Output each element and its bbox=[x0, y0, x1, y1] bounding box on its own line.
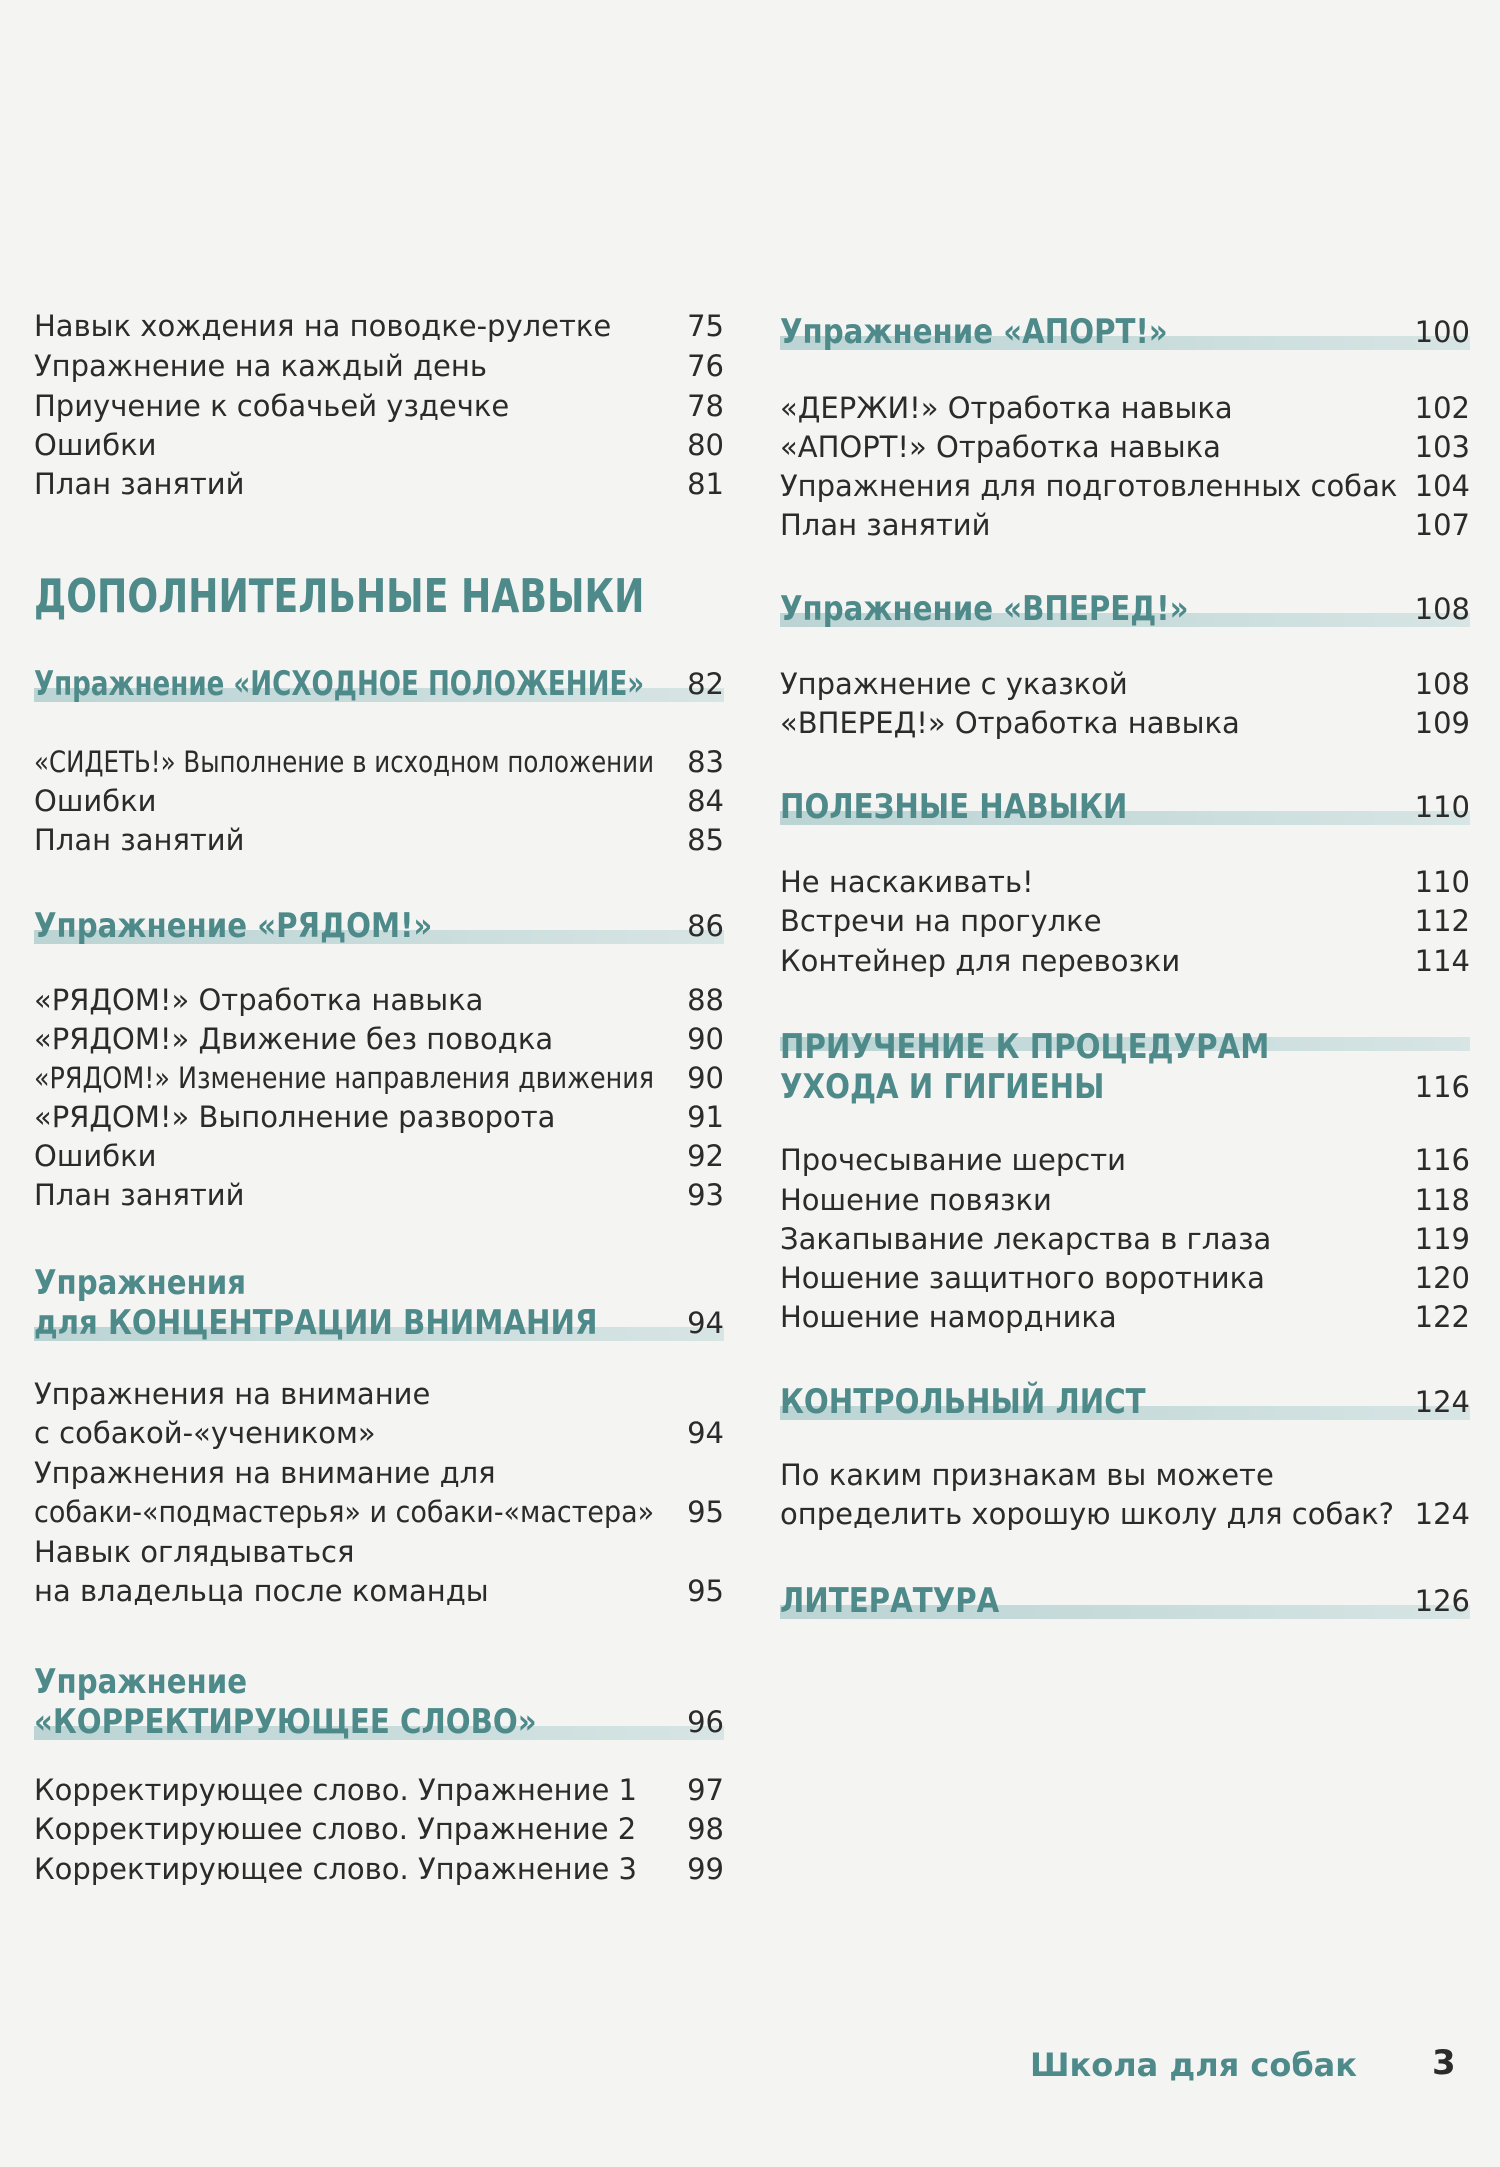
toc-entry[interactable] bbox=[780, 664, 1470, 704]
toc-entry[interactable] bbox=[780, 901, 1470, 941]
toc-entry-title: «РЯДОМ!» Выполнение разворота bbox=[34, 1100, 556, 1134]
toc-entry-page: 114 bbox=[1414, 944, 1470, 978]
toc-entry-title: Упражнения на внимание bbox=[34, 1377, 431, 1411]
section-title: Упражнение «АПОРТ!» bbox=[780, 312, 1168, 352]
toc-entry-page: 83 bbox=[687, 745, 724, 779]
toc-entry-title: «АПОРТ!» Отработка навыка bbox=[780, 430, 1221, 464]
toc-entry[interactable] bbox=[34, 980, 724, 1020]
section-page: 108 bbox=[1414, 592, 1470, 626]
toc-entry-title: Не наскакивать! bbox=[780, 865, 1034, 899]
toc-entry-title: «РЯДОМ!» Изменение направления движения bbox=[34, 1061, 654, 1095]
section-page: 116 bbox=[1414, 1070, 1470, 1104]
toc-entry-page: 95 bbox=[687, 1495, 724, 1529]
toc-entry-title: Упражнения для подготовленных собак bbox=[780, 469, 1398, 503]
toc-entry-title: «ДЕРЖИ!» Отработка навыка bbox=[780, 391, 1233, 425]
major-heading: ДОПОЛНИТЕЛЬНЫЕ НАВЫКИ bbox=[34, 569, 645, 623]
toc-entry[interactable] bbox=[34, 425, 724, 465]
toc-entry-title: Корректирующее слово. Упражнение 3 bbox=[34, 1852, 637, 1886]
toc-section[interactable] bbox=[34, 1263, 724, 1347]
toc-entry-page: 116 bbox=[1414, 1143, 1470, 1177]
toc-entry-title: собаки-«подмастерья» и собаки-«мастера» bbox=[34, 1495, 655, 1529]
toc-entry[interactable] bbox=[34, 346, 724, 386]
toc-entry-title: определить хорошую школу для собак? bbox=[780, 1497, 1395, 1531]
toc-entry-title: Корректирующее слово. Упражнение 1 bbox=[34, 1773, 637, 1807]
toc-section[interactable] bbox=[780, 300, 1470, 356]
toc-entry[interactable] bbox=[34, 1809, 724, 1849]
toc-entry[interactable] bbox=[780, 1140, 1470, 1180]
toc-entry[interactable] bbox=[780, 941, 1470, 981]
toc-entry[interactable] bbox=[34, 1571, 724, 1611]
toc-entry-title: Ношение намордника bbox=[780, 1300, 1117, 1334]
toc-entry-title: План занятий bbox=[780, 508, 991, 542]
toc-entry[interactable] bbox=[780, 427, 1470, 467]
section-page: 100 bbox=[1414, 315, 1470, 349]
toc-entry-page: 110 bbox=[1414, 865, 1470, 899]
toc-entry-title: Ошибки bbox=[34, 784, 157, 818]
toc-entry[interactable] bbox=[34, 742, 724, 782]
toc-entry-page: 119 bbox=[1414, 1222, 1470, 1256]
toc-entry-page: 109 bbox=[1414, 706, 1470, 740]
footer-page-number: 3 bbox=[1432, 2043, 1456, 2083]
toc-entry-title: Ошибки bbox=[34, 428, 157, 462]
toc-entry-page: 118 bbox=[1414, 1183, 1470, 1217]
section-title-line1: ПРИУЧЕНИЕ К ПРОЦЕДУРАМ bbox=[780, 1027, 1270, 1067]
toc-entry-title: План занятий bbox=[34, 467, 245, 501]
toc-entry[interactable] bbox=[34, 464, 724, 504]
toc-entry-page: 97 bbox=[687, 1773, 724, 1807]
section-page: 126 bbox=[1414, 1584, 1470, 1618]
toc-entry[interactable] bbox=[780, 1219, 1470, 1259]
toc-entry-title: с собакой-«учеником» bbox=[34, 1416, 376, 1450]
toc-entry-page: 98 bbox=[687, 1812, 724, 1846]
toc-entry-page: 88 bbox=[687, 983, 724, 1017]
toc-entry-title: Приучение к собачьей уздечке bbox=[34, 389, 510, 423]
toc-entry[interactable] bbox=[34, 386, 724, 426]
toc-entry[interactable] bbox=[34, 1532, 724, 1572]
toc-entry[interactable] bbox=[34, 1374, 724, 1414]
toc-entry[interactable] bbox=[780, 862, 1470, 902]
toc-entry-page: 104 bbox=[1414, 469, 1470, 503]
toc-entry[interactable] bbox=[34, 820, 724, 860]
toc-entry-title: Корректируюшее слово. Упражнение 2 bbox=[34, 1812, 637, 1846]
toc-entry-title: «ВПЕРЕД!» Отработка навыка bbox=[780, 706, 1240, 740]
toc-entry-title: Ошибки bbox=[34, 1139, 157, 1173]
toc-entry[interactable] bbox=[780, 1455, 1470, 1495]
toc-entry-title: План занятий bbox=[34, 1178, 245, 1212]
toc-section[interactable] bbox=[34, 652, 724, 708]
toc-entry[interactable] bbox=[34, 306, 724, 346]
toc-entry[interactable] bbox=[34, 1770, 724, 1810]
toc-section[interactable] bbox=[780, 1569, 1470, 1625]
toc-entry-title: Ношение повязки bbox=[780, 1183, 1052, 1217]
section-page: 82 bbox=[687, 667, 724, 701]
toc-entry-title: на владельца после команды bbox=[34, 1574, 489, 1608]
section-page: 86 bbox=[687, 909, 724, 943]
toc-entry-title: Упражнения на внимание для bbox=[34, 1456, 496, 1490]
section-title: КОНТРОЛЬНЫЙ ЛИСТ bbox=[780, 1382, 1146, 1422]
toc-entry-page: 102 bbox=[1414, 391, 1470, 425]
section-page: 94 bbox=[687, 1306, 724, 1340]
section-title-line2: «КОРРЕКТИРУЮЩЕЕ СЛОВО» bbox=[34, 1702, 537, 1742]
toc-entry[interactable] bbox=[34, 1413, 724, 1453]
toc-entry-title: Встречи на прогулке bbox=[780, 904, 1102, 938]
toc-entry-page: 95 bbox=[687, 1574, 724, 1608]
toc-entry-page: 91 bbox=[687, 1100, 724, 1134]
toc-entry[interactable] bbox=[34, 1453, 724, 1493]
section-page: 96 bbox=[687, 1705, 724, 1739]
section-title: Упражнение «РЯДОМ!» bbox=[34, 906, 433, 946]
section-page: 124 bbox=[1414, 1385, 1470, 1419]
toc-entry-title: Навык оглядываться bbox=[34, 1535, 355, 1569]
toc-entry-page: 107 bbox=[1414, 508, 1470, 542]
toc-entry-page: 90 bbox=[687, 1022, 724, 1056]
section-title-line2: УХОДА И ГИГИЕНЫ bbox=[780, 1067, 1105, 1107]
toc-entry-title: Упражнение на каждый день bbox=[34, 349, 487, 383]
toc-entry-title: «СИДЕТЬ!» Выполнение в исходном положении bbox=[34, 745, 655, 779]
toc-entry[interactable] bbox=[34, 1175, 724, 1215]
toc-entry-title: Упражнение с указкой bbox=[780, 667, 1128, 701]
toc-entry-page: 76 bbox=[687, 349, 724, 383]
toc-entry-page: 124 bbox=[1414, 1497, 1470, 1531]
toc-entry-page: 90 bbox=[687, 1061, 724, 1095]
section-title-line1: Упражнения bbox=[34, 1263, 247, 1303]
section-title-line2: для КОНЦЕНТРАЦИИ ВНИМАНИЯ bbox=[34, 1303, 598, 1343]
toc-entry[interactable] bbox=[780, 703, 1470, 743]
toc-entry-title: План занятий bbox=[34, 823, 245, 857]
toc-entry-title: Контейнер для перевозки bbox=[780, 944, 1181, 978]
toc-entry-page: 80 bbox=[687, 428, 724, 462]
toc-entry[interactable] bbox=[780, 466, 1470, 506]
toc-entry-page: 108 bbox=[1414, 667, 1470, 701]
toc-entry-page: 78 bbox=[687, 389, 724, 423]
section-page: 110 bbox=[1414, 790, 1470, 824]
toc-entry-title: Закапывание лекарства в глаза bbox=[780, 1222, 1272, 1256]
toc-entry-page: 92 bbox=[687, 1139, 724, 1173]
toc-entry-title: «РЯДОМ!» Движение без поводка bbox=[34, 1022, 554, 1056]
section-title: Упражнение «ИСХОДНОЕ ПОЛОЖЕНИЕ» bbox=[34, 664, 645, 704]
toc-entry-page: 122 bbox=[1414, 1300, 1470, 1334]
toc-section[interactable] bbox=[34, 894, 724, 950]
toc-section[interactable] bbox=[780, 775, 1470, 831]
toc-entry[interactable] bbox=[780, 388, 1470, 428]
toc-entry-page: 75 bbox=[687, 309, 724, 343]
section-title: Упражнение «ВПЕРЕД!» bbox=[780, 589, 1189, 629]
section-title: ПОЛЕЗНЫЕ НАВЫКИ bbox=[780, 787, 1128, 827]
toc-entry[interactable] bbox=[34, 1136, 724, 1176]
section-title-line1: Упражнение bbox=[34, 1662, 248, 1702]
toc-section[interactable] bbox=[780, 1370, 1470, 1426]
toc-entry-page: 120 bbox=[1414, 1261, 1470, 1295]
toc-entry-page: 81 bbox=[687, 467, 724, 501]
toc-entry-page: 103 bbox=[1414, 430, 1470, 464]
toc-section[interactable] bbox=[780, 577, 1470, 633]
toc-entry[interactable] bbox=[34, 1849, 724, 1889]
toc-entry-page: 94 bbox=[687, 1416, 724, 1450]
toc-entry-title: Навык хождения на поводке-рулетке bbox=[34, 309, 612, 343]
toc-entry[interactable] bbox=[34, 781, 724, 821]
toc-section[interactable] bbox=[34, 1662, 724, 1746]
toc-entry-page: 99 bbox=[687, 1852, 724, 1886]
toc-entry-title: По каким признакам вы можете bbox=[780, 1458, 1274, 1492]
toc-entry[interactable] bbox=[780, 1297, 1470, 1337]
toc-section[interactable] bbox=[780, 1015, 1470, 1111]
toc-entry-page: 112 bbox=[1414, 904, 1470, 938]
toc-entry-page: 85 bbox=[687, 823, 724, 857]
footer-book-title: Школа для собак bbox=[1030, 2046, 1357, 2084]
toc-entry[interactable] bbox=[34, 1492, 724, 1532]
toc-entry-title: «РЯДОМ!» Отработка навыка bbox=[34, 983, 484, 1017]
toc-entry[interactable] bbox=[780, 505, 1470, 545]
section-title: ЛИТЕРАТУРА bbox=[780, 1581, 1000, 1621]
toc-entry-title: Прочесывание шерсти bbox=[780, 1143, 1126, 1177]
toc-entry[interactable] bbox=[34, 1097, 724, 1137]
toc-entry[interactable] bbox=[34, 1019, 724, 1059]
toc-entry-page: 93 bbox=[687, 1178, 724, 1212]
toc-entry[interactable] bbox=[780, 1258, 1470, 1298]
toc-entry[interactable] bbox=[34, 1058, 724, 1098]
toc-entry-page: 84 bbox=[687, 784, 724, 818]
toc-entry-title: Ношение защитного воротника bbox=[780, 1261, 1265, 1295]
toc-entry[interactable] bbox=[780, 1180, 1470, 1220]
toc-entry[interactable] bbox=[780, 1494, 1470, 1534]
